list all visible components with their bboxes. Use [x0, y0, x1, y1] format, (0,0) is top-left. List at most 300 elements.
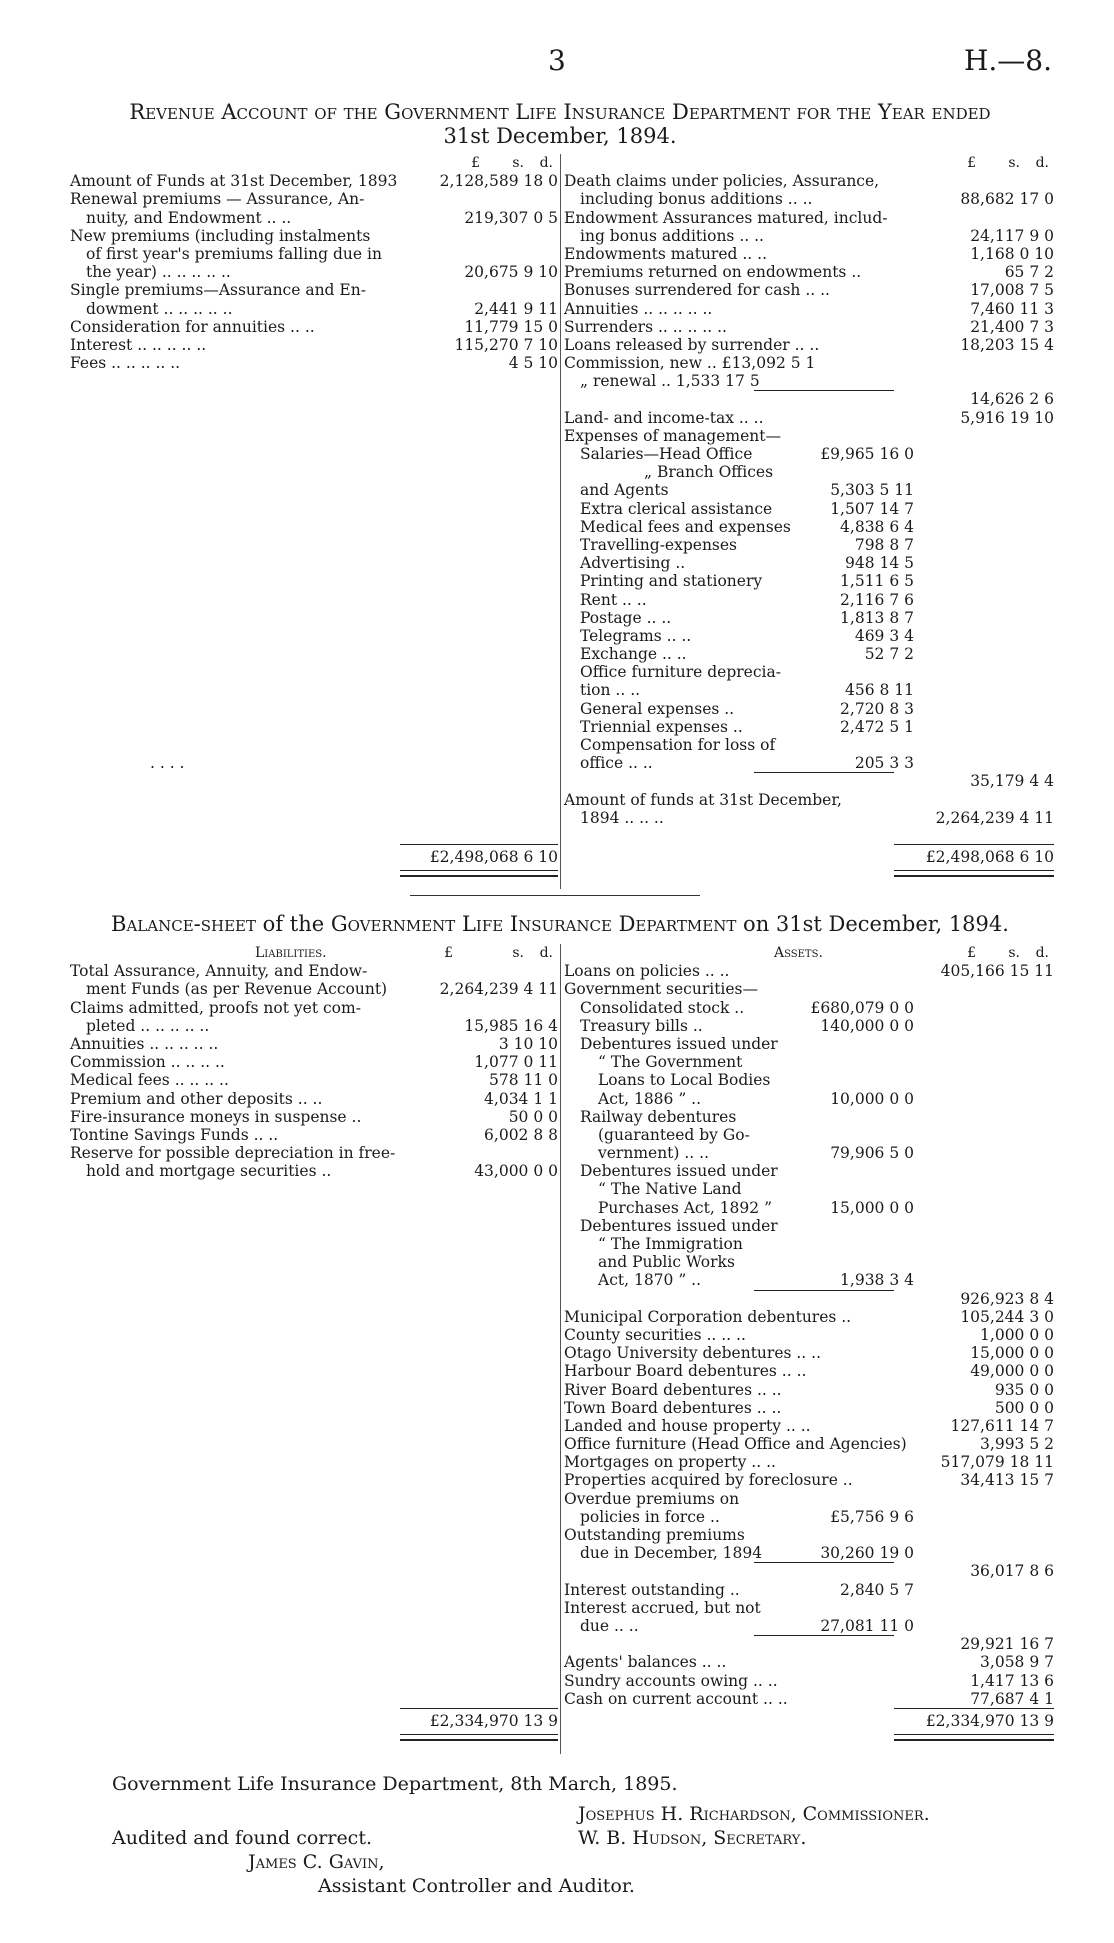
row-inner-amount: 1,813 8 7: [840, 608, 914, 627]
row-inner-amount: 469 3 4: [854, 626, 914, 645]
pound-header: £: [967, 945, 976, 961]
row-label: Surrenders .. .. .. .. ..: [564, 317, 727, 336]
revenue-account: [70, 154, 1054, 889]
row-amount: 65 7 2: [1004, 263, 1054, 282]
balance-title-part3: Government Life Insurance Department: [330, 912, 737, 936]
row-label: Salaries—Head Office: [580, 445, 753, 463]
asset-row: [564, 1635, 1054, 1653]
asset-row: [564, 1217, 1054, 1235]
row-label: Purchases Act, 1892 ”: [598, 1198, 772, 1217]
row-label: Reserve for possible depreciation in free-: [70, 1144, 396, 1163]
asset-row: [564, 1362, 1054, 1380]
pence-header: d.: [539, 155, 553, 171]
asset-row: [564, 1690, 1054, 1708]
row-label: Agents' balances .. ..: [564, 1653, 727, 1672]
commissioner-signature: Josephus H. Richardson, Commissioner.: [578, 1803, 930, 1825]
expenditure-row: [564, 591, 1054, 609]
asset-row: [564, 1326, 1054, 1344]
row-inner-amount: 2,840 5 7: [840, 1580, 914, 1599]
revenue-right-total: £2,498,068 6 10: [925, 848, 1054, 866]
row-label: tion .. ..: [580, 681, 641, 700]
income-row: [70, 190, 558, 208]
row-inner-amount: 5,303 5 11: [830, 481, 914, 500]
assets-heading: Assets.: [774, 945, 823, 961]
asset-row: [564, 1653, 1054, 1671]
balance-title-part1: Balance-sheet: [111, 912, 256, 936]
asset-row: [564, 1308, 1054, 1326]
total-rule: [894, 1708, 1054, 1709]
row-label: “ The Native Land: [598, 1180, 742, 1199]
expenditure-row: [564, 809, 1054, 827]
row-label: including bonus additions .. ..: [580, 190, 813, 209]
asset-row: [564, 1180, 1054, 1198]
asset-row: [564, 1508, 1054, 1526]
row-label: Cash on current account .. ..: [564, 1689, 788, 1708]
row-amount: 15,000 0 0: [970, 1344, 1054, 1363]
row-label: (guaranteed by Go-: [598, 1125, 750, 1144]
row-amount: 105,244 3 0: [960, 1307, 1054, 1326]
row-amount: 1,000 0 0: [980, 1325, 1054, 1344]
row-amount: 3,058 9 7: [980, 1653, 1054, 1672]
row-label: Government securities—: [564, 980, 759, 999]
assets-column: [564, 944, 1054, 1730]
revenue-right-total-row: [564, 848, 1054, 866]
row-amount: 18,203 15 4: [960, 335, 1054, 354]
liabilities-header-row: [70, 944, 558, 962]
row-label: Railway debentures: [580, 1107, 737, 1126]
expenditure-row: [564, 318, 1054, 336]
assets-total: £2,334,970 13 9: [925, 1712, 1054, 1730]
income-row: [70, 172, 558, 190]
asset-row: [564, 1435, 1054, 1453]
row-amount: 127,611 14 7: [950, 1416, 1054, 1435]
row-amount: 21,400 7 3: [970, 317, 1054, 336]
row-label: Act, 1886 ” ..: [598, 1089, 702, 1108]
total-rule: [400, 1708, 558, 1709]
revenue-left-total: £2,498,068 6 10: [429, 848, 558, 866]
liabilities-total-row: [70, 1712, 558, 1730]
row-label: Harbour Board debentures .. ..: [564, 1362, 807, 1381]
row-label: Overdue premiums on: [564, 1489, 740, 1508]
expenditure-row: [564, 500, 1054, 518]
row-inner-amount: 79,906 5 0: [830, 1144, 914, 1163]
expenditure-row: [564, 681, 1054, 699]
row-amount: 4 5 10: [508, 354, 558, 373]
liability-row: [70, 1090, 558, 1108]
expenditure-row: [564, 481, 1054, 499]
row-amount: 36,017 8 6: [970, 1562, 1054, 1581]
pound-header: £: [471, 155, 480, 171]
row-label: Exchange .. ..: [580, 645, 687, 664]
row-label: dowment .. .. .. .. ..: [86, 299, 233, 318]
row-label: Debentures issued under: [580, 1216, 778, 1235]
asset-row: [564, 962, 1054, 980]
row-label: Single premiums—Assurance and En-: [70, 281, 366, 300]
expenditure-row: [564, 427, 1054, 445]
row-inner-amount: 2,720 8 3: [840, 699, 914, 718]
stray-dots: . . . .: [150, 754, 185, 772]
row-inner-amount: 27,081 11 0: [820, 1616, 914, 1635]
row-inner-amount: 1,938 3 4: [840, 1271, 914, 1290]
row-label: 1894 .. .. ..: [580, 808, 664, 827]
asset-row: [564, 1599, 1054, 1617]
row-amount: 34,413 15 7: [960, 1471, 1054, 1490]
row-label: ment Funds (as per Revenue Account): [86, 980, 388, 999]
row-label: office .. ..: [580, 754, 653, 773]
asset-row: [564, 1526, 1054, 1544]
row-label: Mortgages on property .. ..: [564, 1453, 776, 1472]
row-amount: 2,264,239 4 11: [935, 808, 1054, 827]
auditor-name: James C. Gavin,: [248, 1851, 385, 1873]
revenue-income-rows: [70, 172, 558, 372]
asset-row: [564, 1108, 1054, 1126]
row-label: Travelling-expenses: [580, 535, 738, 554]
row-amount: 219,307 0 5: [464, 208, 558, 227]
row-amount: 517,079 18 11: [940, 1453, 1054, 1472]
subtotal-rule: [754, 1290, 894, 1291]
row-amount: 43,000 0 0: [474, 1162, 558, 1181]
row-label: Bonuses surrendered for cash .. ..: [564, 281, 830, 300]
liability-row: [70, 980, 558, 998]
subtotal-rule: [754, 1562, 894, 1563]
row-label: Land- and income-tax .. ..: [564, 408, 764, 427]
row-label: Medical fees and expenses: [580, 517, 791, 536]
row-amount: 24,117 9 0: [970, 226, 1054, 245]
page-number: 3: [548, 44, 566, 77]
income-row: [70, 245, 558, 263]
expenditure-row: [564, 390, 1054, 408]
row-label: Claims admitted, proofs not yet com-: [70, 998, 361, 1017]
row-amount: 77,687 4 1: [970, 1689, 1054, 1708]
row-amount: 1,077 0 11: [474, 1053, 558, 1072]
row-label: Debentures issued under: [580, 1162, 778, 1181]
row-amount: 15,985 16 4: [464, 1016, 558, 1035]
row-inner-amount: 30,260 19 0: [820, 1544, 914, 1563]
row-label: Landed and house property .. ..: [564, 1416, 811, 1435]
asset-row: [564, 1562, 1054, 1580]
row-label: Triennial expenses ..: [580, 717, 743, 736]
secretary-signature: W. B. Hudson, Secretary.: [578, 1827, 807, 1849]
row-label: Compensation for loss of: [580, 736, 776, 754]
income-row: [70, 336, 558, 354]
row-label: of first year's premiums falling due in: [86, 244, 382, 263]
section-separator: [410, 895, 700, 896]
row-label: Amount of Funds at 31st December, 1893: [70, 172, 398, 191]
row-inner-amount: 798 8 7: [854, 535, 914, 554]
expenditure-row: [564, 281, 1054, 299]
row-label: Consolidated stock ..: [580, 998, 745, 1017]
row-amount: 926,923 8 4: [960, 1289, 1054, 1308]
pence-header: d.: [1035, 945, 1049, 961]
double-rule: [400, 870, 558, 877]
asset-row: [564, 1253, 1054, 1271]
liability-row: [70, 1162, 558, 1180]
row-amount: 405,166 15 11: [940, 962, 1054, 981]
row-label: Annuities .. .. .. .. ..: [564, 299, 713, 318]
expenditure-row: [564, 572, 1054, 590]
asset-row: [564, 1344, 1054, 1362]
assets-total-row: [564, 1712, 1054, 1730]
row-label: due .. ..: [580, 1616, 639, 1635]
asset-row: [564, 980, 1054, 998]
row-label: pleted .. .. .. .. ..: [86, 1016, 210, 1035]
row-inner-amount: 52 7 2: [864, 645, 914, 664]
row-label: Commission, new .. £13,092 5 1: [564, 354, 816, 373]
liability-row: [70, 1017, 558, 1035]
row-amount: 49,000 0 0: [970, 1362, 1054, 1381]
row-label: Interest accrued, but not: [564, 1598, 761, 1617]
expenditure-row: [564, 718, 1054, 736]
subtotal-rule: [754, 772, 894, 773]
liabilities-rows: [70, 962, 558, 1180]
asset-row: [564, 1199, 1054, 1217]
row-label: “ The Immigration: [598, 1235, 743, 1253]
asset-row: [564, 1090, 1054, 1108]
row-inner-amount: 2,472 5 1: [840, 717, 914, 736]
row-label: Premiums returned on endowments ..: [564, 263, 862, 282]
row-amount: 935 0 0: [994, 1380, 1054, 1399]
expenditure-row: [564, 354, 1054, 372]
row-amount: 1,168 0 10: [970, 244, 1054, 263]
row-amount: 7,460 11 3: [970, 299, 1054, 318]
income-row: [70, 318, 558, 336]
row-label: Annuities .. .. .. .. ..: [70, 1034, 219, 1053]
row-amount: 500 0 0: [994, 1398, 1054, 1417]
expenditure-row: [564, 772, 1054, 790]
row-label: and Public Works: [598, 1253, 735, 1272]
row-label: Act, 1870 ” ..: [598, 1271, 702, 1290]
balance-title-part4: on 31st December, 1894.: [736, 912, 1009, 936]
row-label: Medical fees .. .. .. ..: [70, 1071, 229, 1090]
asset-row: [564, 1581, 1054, 1599]
asset-row: [564, 1126, 1054, 1144]
row-amount: 578 11 0: [488, 1071, 558, 1090]
row-label: Premium and other deposits .. ..: [70, 1089, 323, 1108]
row-amount: 115,270 7 10: [454, 335, 558, 354]
expenditure-row: [564, 263, 1054, 281]
row-label: Telegrams .. ..: [580, 626, 692, 645]
row-label: Interest .. .. .. .. ..: [70, 335, 207, 354]
row-label: vernment) .. ..: [598, 1144, 710, 1163]
currency-header-row: [70, 154, 558, 172]
expenditure-row: [564, 409, 1054, 427]
expenditure-row: [564, 227, 1054, 245]
row-amount: 11,779 15 0: [464, 317, 558, 336]
row-inner-amount: 948 14 5: [844, 554, 914, 573]
asset-row: [564, 1471, 1054, 1489]
row-amount: 2,128,589 18 0: [439, 172, 558, 191]
row-label: Consideration for annuities .. ..: [70, 317, 315, 336]
row-label: Sundry accounts owing .. ..: [564, 1671, 778, 1690]
expenditure-row: [564, 700, 1054, 718]
row-label: Printing and stationery: [580, 572, 763, 591]
income-row: [70, 300, 558, 318]
asset-row: [564, 1035, 1054, 1053]
asset-row: [564, 1162, 1054, 1180]
row-label: and Agents: [580, 481, 669, 500]
asset-row: [564, 1417, 1054, 1435]
audited-line: Audited and found correct.: [112, 1827, 372, 1849]
shilling-header: s.: [1008, 945, 1020, 961]
liability-row: [70, 962, 558, 980]
expenditure-row: [564, 372, 1054, 390]
subtotal-rule: [754, 390, 894, 391]
double-rule: [400, 1734, 558, 1741]
assets-rows: [564, 962, 1054, 1708]
row-label: Properties acquired by foreclosure ..: [564, 1471, 853, 1490]
row-label: Renewal premiums — Assurance, An-: [70, 190, 365, 209]
revenue-title: [80, 100, 1040, 148]
row-amount: 5,916 19 10: [960, 408, 1054, 427]
row-label: the year) .. .. .. .. ..: [86, 263, 231, 282]
row-label: Postage .. ..: [580, 608, 672, 627]
row-label: Amount of funds at 31st December,: [564, 790, 842, 809]
row-label: Otago University debentures .. ..: [564, 1344, 822, 1363]
row-amount: 20,675 9 10: [464, 263, 558, 282]
asset-row: [564, 1144, 1054, 1162]
asset-row: [564, 1544, 1054, 1562]
expenditure-row: [564, 336, 1054, 354]
row-inner-amount: 140,000 0 0: [820, 1016, 914, 1035]
row-label: Total Assurance, Annuity, and Endow-: [70, 962, 368, 981]
expenditure-row: [564, 609, 1054, 627]
expenditure-row: [564, 754, 1054, 772]
expenditure-row: [564, 554, 1054, 572]
row-inner-amount: 2,116 7 6: [840, 590, 914, 609]
row-amount: 2,264,239 4 11: [439, 980, 558, 999]
row-label: River Board debentures .. ..: [564, 1380, 782, 1399]
row-label: Fire-insurance moneys in suspense ..: [70, 1107, 362, 1126]
shilling-header: s.: [512, 945, 524, 961]
row-label: Outstanding premiums: [564, 1526, 745, 1544]
row-label: Debentures issued under: [580, 1034, 778, 1053]
row-label: Office furniture (Head Office and Agencies): [564, 1435, 907, 1454]
row-label: Municipal Corporation debentures ..: [564, 1307, 852, 1326]
row-inner-amount: 1,507 14 7: [830, 499, 914, 518]
income-row: [70, 227, 558, 245]
asset-row: [564, 1071, 1054, 1089]
asset-row: [564, 1490, 1054, 1508]
pound-header: £: [444, 945, 453, 961]
row-label: policies in force ..: [580, 1507, 720, 1526]
total-rule: [400, 844, 558, 845]
revenue-title-line2: 31st December, 1894.: [443, 124, 677, 148]
pence-header: d.: [1035, 155, 1049, 171]
row-label: Loans on policies .. ..: [564, 962, 730, 981]
assets-header-row: [564, 944, 1054, 962]
asset-row: [564, 1271, 1054, 1289]
asset-row: [564, 1017, 1054, 1035]
row-amount: 88,682 17 0: [960, 190, 1054, 209]
row-label: Town Board debentures .. ..: [564, 1398, 782, 1417]
liability-row: [70, 1108, 558, 1126]
expenditure-row: [564, 209, 1054, 227]
row-amount: 17,008 7 5: [970, 281, 1054, 300]
liability-row: [70, 1126, 558, 1144]
shilling-header: s.: [512, 155, 524, 171]
expenditure-row: [564, 172, 1054, 190]
row-label: Endowments matured .. ..: [564, 244, 767, 263]
expenditure-row: [564, 518, 1054, 536]
liability-row: [70, 1071, 558, 1089]
row-amount: 3,993 5 2: [980, 1435, 1054, 1454]
expenditure-row: [564, 645, 1054, 663]
balance-title: [80, 912, 1040, 936]
row-amount: 14,626 2 6: [970, 390, 1054, 409]
row-label: County securities .. .. ..: [564, 1325, 746, 1344]
shilling-header: s.: [1008, 155, 1020, 171]
row-label: Rent .. ..: [580, 590, 647, 609]
row-label: nuity, and Endowment .. ..: [86, 208, 292, 227]
row-inner-amount: 4,838 6 4: [840, 517, 914, 536]
double-rule: [894, 870, 1054, 877]
expenditure-row: [564, 663, 1054, 681]
row-amount: 6,002 8 8: [484, 1125, 558, 1144]
asset-row: [564, 1290, 1054, 1308]
row-inner-amount: 1,511 6 5: [840, 572, 914, 591]
asset-row: [564, 1235, 1054, 1253]
page-reference: H.—8.: [963, 44, 1052, 77]
subtotal-rule: [754, 1635, 894, 1636]
row-label: General expenses ..: [580, 699, 735, 718]
row-label: Extra clerical assistance: [580, 499, 773, 518]
row-label: „ Branch Offices: [644, 463, 774, 482]
liability-row: [70, 999, 558, 1017]
row-label: Interest outstanding ..: [564, 1580, 740, 1599]
asset-row: [564, 1381, 1054, 1399]
liability-row: [70, 1053, 558, 1071]
expenditure-row: [564, 190, 1054, 208]
row-label: Endowment Assurances matured, includ-: [564, 208, 888, 227]
row-label: Advertising ..: [580, 554, 686, 573]
row-amount: 1,417 13 6: [970, 1671, 1054, 1690]
revenue-left-total-row: [70, 848, 558, 866]
row-label: Loans to Local Bodies: [598, 1071, 771, 1090]
row-label: due in December, 1894: [580, 1544, 763, 1563]
asset-row: [564, 1617, 1054, 1635]
expenditure-row: [564, 627, 1054, 645]
pound-header: £: [967, 155, 976, 171]
row-amount: 50 0 0: [508, 1107, 558, 1126]
income-row: [70, 209, 558, 227]
row-label: New premiums (including instalments: [70, 226, 371, 245]
row-amount: 35,179 4 4: [970, 772, 1054, 791]
row-inner-amount: £680,079 0 0: [810, 998, 914, 1017]
row-amount: 29,921 16 7: [960, 1635, 1054, 1654]
liabilities-column: [70, 944, 558, 1730]
row-label: Loans released by surrender .. ..: [564, 335, 820, 354]
expenditure-row: [564, 245, 1054, 263]
total-rule: [894, 844, 1054, 845]
row-label: hold and mortgage securities ..: [86, 1162, 332, 1181]
row-amount: 4,034 1 1: [484, 1089, 558, 1108]
row-label: Office furniture deprecia-: [580, 663, 781, 682]
double-rule: [894, 1734, 1054, 1741]
revenue-title-line1: Revenue Account of the Government Life Insurance Department for the Year ended: [129, 100, 991, 124]
row-label: Commission .. .. .. ..: [70, 1053, 225, 1072]
income-row: [70, 354, 558, 372]
revenue-expenditure-column: [564, 154, 1054, 866]
row-inner-amount: £5,756 9 6: [830, 1507, 914, 1526]
asset-row: [564, 1053, 1054, 1071]
revenue-income-column: [70, 154, 558, 866]
auditor-title: Assistant Controller and Auditor.: [318, 1875, 635, 1897]
income-row: [70, 281, 558, 299]
balance-title-part2: of the: [256, 912, 331, 936]
expenditure-row: [564, 536, 1054, 554]
row-label: Fees .. .. .. .. ..: [70, 354, 181, 373]
row-label: ing bonus additions .. ..: [580, 226, 764, 245]
